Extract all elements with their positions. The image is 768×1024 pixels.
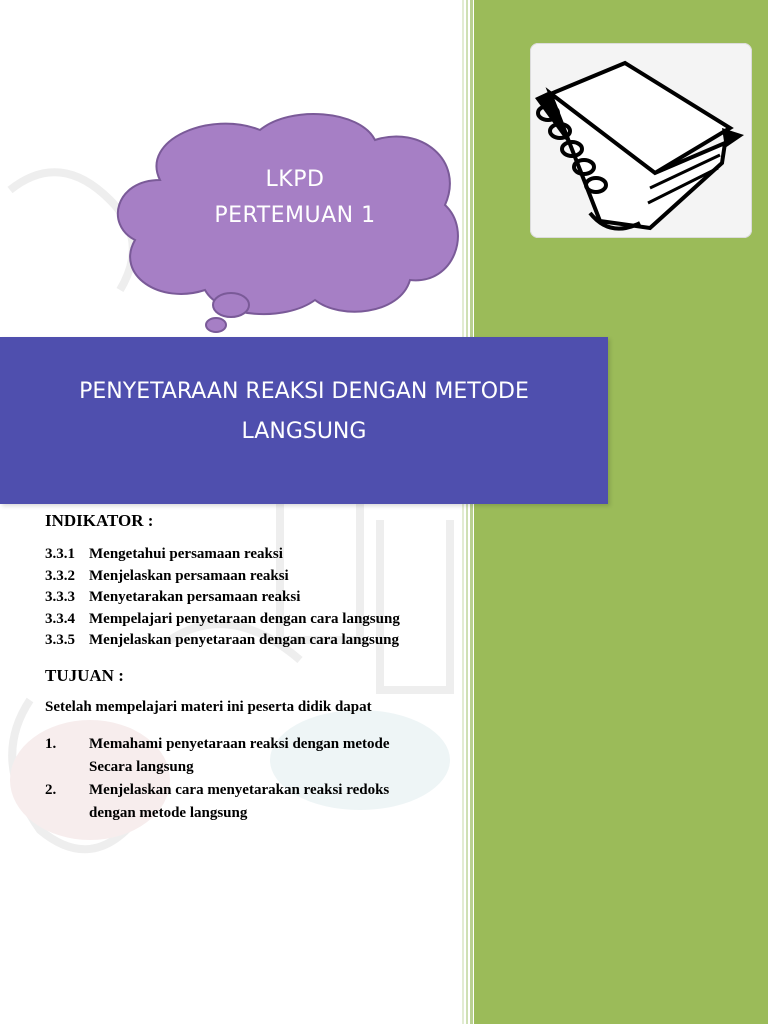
item-number: 3.3.5 bbox=[45, 632, 75, 648]
divider-stripe bbox=[470, 0, 473, 1024]
cloud-label bbox=[150, 162, 440, 234]
tujuan-intro: Setelah mempelajari materi ini peserta didik dapat bbox=[45, 699, 372, 715]
page-title bbox=[0, 372, 608, 452]
indikator-heading: INDIKATOR : bbox=[45, 511, 154, 530]
item-number: 3.3.2 bbox=[45, 567, 75, 584]
item-text bbox=[89, 733, 390, 779]
item-text: Menjelaskan persamaan reaksi bbox=[89, 567, 289, 584]
item-text bbox=[89, 779, 389, 825]
tujuan-heading: TUJUAN : bbox=[45, 666, 124, 685]
item-text-line: Memahami penyetaraan reaksi dengan metode bbox=[89, 736, 390, 752]
item-text-line: Secara langsung bbox=[89, 759, 194, 775]
item-number: 2. bbox=[45, 782, 57, 798]
title-line-1: PENYETARAAN REAKSI DENGAN METODE bbox=[79, 379, 529, 404]
list-item bbox=[45, 630, 400, 652]
tujuan-list bbox=[45, 733, 465, 825]
meeting-label: PERTEMUAN 1 bbox=[214, 203, 376, 228]
book-icon bbox=[530, 43, 752, 238]
item-text: Mengetahui persamaan reaksi bbox=[89, 546, 283, 562]
item-number: 3.3.3 bbox=[45, 589, 75, 605]
title-line-2: LANGSUNG bbox=[241, 419, 367, 444]
list-item bbox=[45, 609, 400, 631]
indikator-list bbox=[45, 544, 400, 652]
list-item bbox=[45, 733, 465, 779]
item-number: 1. bbox=[45, 736, 57, 752]
list-item bbox=[45, 779, 465, 825]
item-text: Menjelaskan penyetaraan dengan cara langsung bbox=[89, 632, 400, 648]
list-item bbox=[45, 544, 400, 566]
item-text: Mempelajari penyetaraan dengan cara langsung bbox=[89, 610, 400, 627]
item-text-line: dengan metode langsung bbox=[89, 805, 248, 821]
list-item bbox=[45, 587, 400, 609]
list-item bbox=[45, 566, 400, 588]
item-number: 3.3.1 bbox=[45, 546, 75, 562]
item-number: 3.3.4 bbox=[45, 610, 75, 627]
item-text: Menyetarakan persamaan reaksi bbox=[89, 589, 301, 605]
lkpd-label: LKPD bbox=[265, 167, 325, 192]
item-text-line: Menjelaskan cara menyetarakan reaksi redoks bbox=[89, 782, 390, 798]
